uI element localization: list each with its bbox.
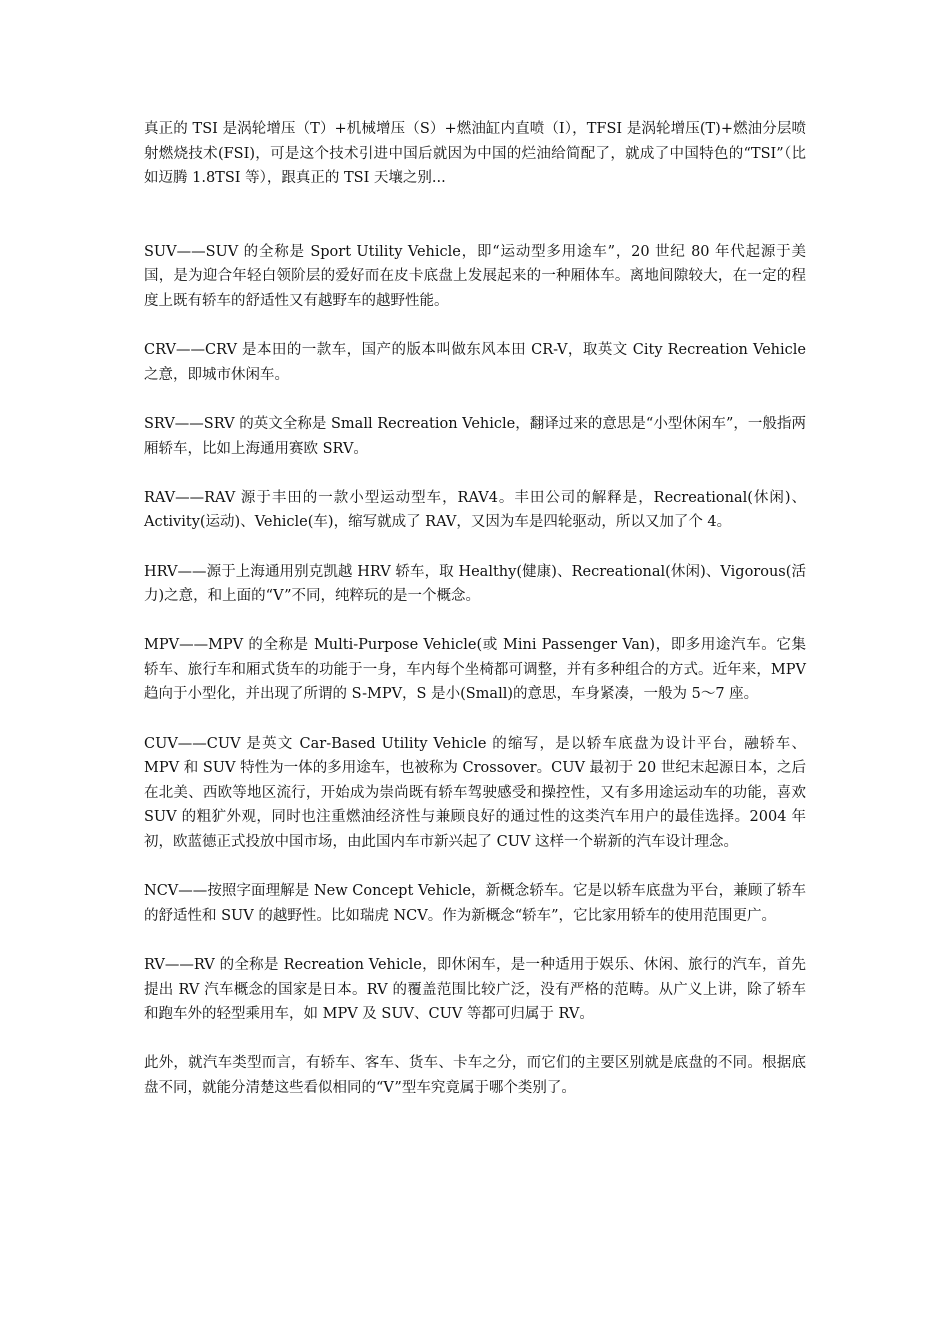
paragraph-crv: CRV——CRV 是本田的一款车，国产的版本叫做东风本田 CR-V，取英文 City Recreation Vehicle 之意，即城市休闲车。 — [144, 342, 806, 383]
document-body — [144, 117, 806, 1125]
paragraph-mpv: MPV——MPV 的全称是 Multi-Purpose Vehicle(或 Mini Passenger Van)，即多用途汽车。它集轿车、旅行车和厢式货车的功能于一身，车内每个坐椅都可调整，并有多种组合的方式。近年来，MPV 趋向于小型化，并出现了所谓的 S-MPV，S 是小(Small)的意思，车身紧凑，一般为 5～7 座。 — [144, 637, 806, 703]
paragraph-tsi: 真正的 TSI 是涡轮增压（T）+机械增压（S）+燃油缸内直喷（I），TFSI 是涡轮增压(T)+燃油分层喷射燃烧技术(FSI)，可是这个技术引进中国后就因为中国的烂油给简配了，就成了中国特色的“TSI”（比如迈腾 1.8TSI 等），跟真正的 TSI 天壤之别... — [144, 121, 806, 187]
paragraph-cuv: CUV——CUV 是英文 Car-Based Utility Vehicle 的缩写，是以轿车底盘为设计平台，融轿车、MPV 和 SUV 特性为一体的多用途车，也被称为 Crossover。CUV 最初于 20 世纪末起源日本，之后在北美、西欧等地区流行，开始成为崇尚既有轿车驾驶感受和操控性，又有多用途运动车的功能，喜欢 SUV 的粗犷外观，同时也注重燃油经济性与兼顾良好的通过性的这类汽车用户的最佳选择。2004 年初，欧蓝德正式投放中国市场，由此国内车市新兴起了 CUV 这样一个崭新的汽车设计理念。 — [144, 735, 806, 851]
paragraph-hrv: HRV——源于上海通用别克凯越 HRV 轿车，取 Healthy(健康)、Recreational(休闲)、Vigorous(活力)之意，和上面的“V”不同，纯粹玩的是一个概念。 — [144, 563, 806, 605]
paragraph-ncv: NCV——按照字面理解是 New Concept Vehicle，新概念轿车。它是以轿车底盘为平台，兼顾了轿车的舒适性和 SUV 的越野性。比如瑞虎 NCV。作为新概念“轿车”，它比家用轿车的使用范围更广。 — [144, 883, 806, 924]
paragraph-rav: RAV——RAV 源于丰田的一款小型运动型车，RAV4。丰田公司的解释是，Recreational(休闲)、Activity(运动)、Vehicle(车)，缩写就成了 RAV，又因为车是四轮驱动，所以又加了个 4。 — [144, 489, 806, 531]
paragraph-conclusion: 此外，就汽车类型而言，有轿车、客车、货车、卡车之分，而它们的主要区别就是底盘的不同。根据底盘不同，就能分清楚这些看似相同的“V”型车究竟属于哪个类别了。 — [144, 1055, 806, 1096]
paragraph-rv: RV——RV 的全称是 Recreation Vehicle，即休闲车，是一种适用于娱乐、休闲、旅行的汽车，首先提出 RV 汽车概念的国家是日本。RV 的覆盖范围比较广泛，没有严格的范畴。从广义上讲，除了轿车和跑车外的轻型乘用车，如 MPV 及 SUV、CUV 等都可归属于 RV。 — [144, 957, 806, 1023]
paragraph-srv: SRV——SRV 的英文全称是 Small Recreation Vehicle，翻译过来的意思是“小型休闲车”，一般指两厢轿车，比如上海通用赛欧 SRV。 — [144, 415, 806, 457]
paragraph-suv: SUV——SUV 的全称是 Sport Utility Vehicle，即“运动型多用途车”，20 世纪 80 年代起源于美国，是为迎合年轻白领阶层的爱好而在皮卡底盘上发展起来的一种厢体车。离地间隙较大，在一定的程度上既有轿车的舒适性又有越野车的越野性能。 — [144, 243, 806, 309]
